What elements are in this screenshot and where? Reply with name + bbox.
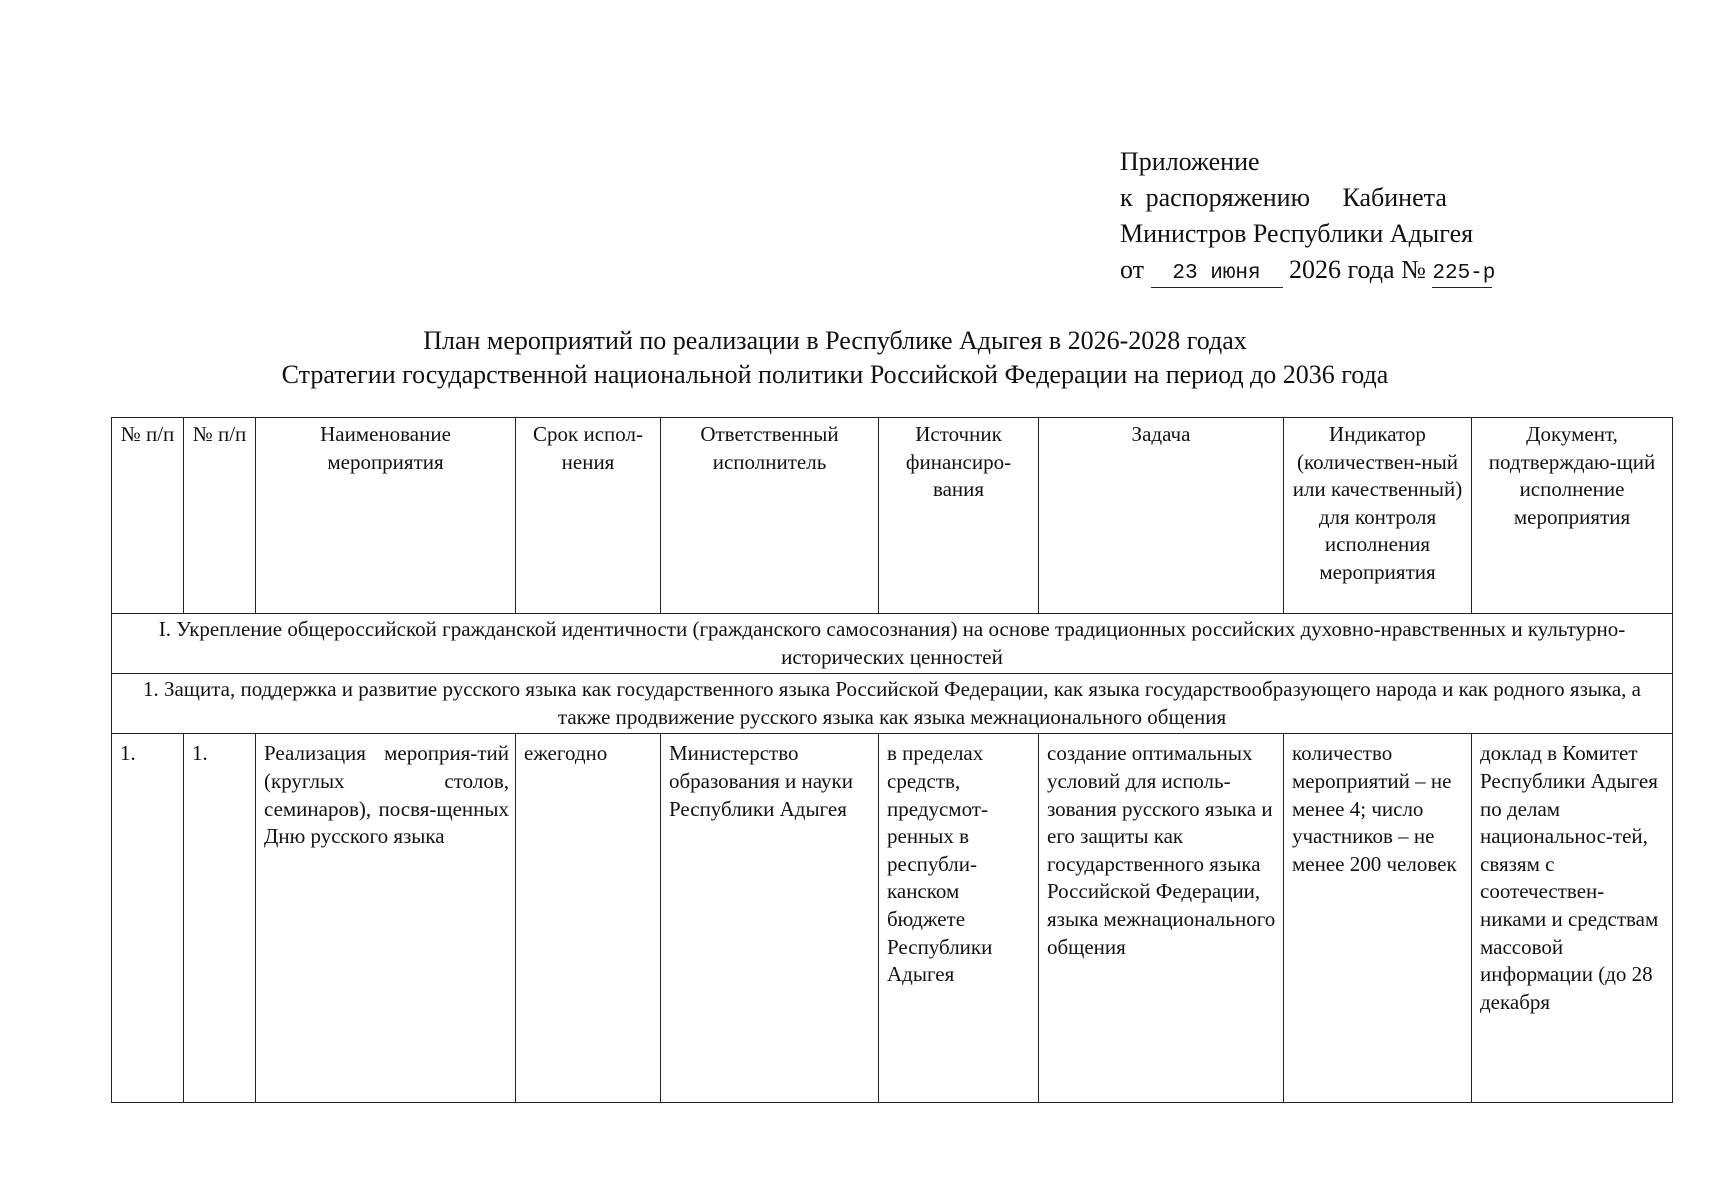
header-cell: Документ, подтверждаю-щий исполнение мероприятия xyxy=(1472,418,1673,614)
document-title xyxy=(110,324,1560,392)
title-line-2: Стратегии государственной национальной политики Российской Федерации на период до 2036 года xyxy=(281,360,1389,389)
cell-executor: Министерство образования и науки Республики Адыгея xyxy=(661,734,879,1103)
table-header-row xyxy=(112,418,1673,614)
section-heading: I. Укрепление общероссийской гражданской идентичности (гражданского самосознания) на основе традиционных российских духовно-нравственных и культурно-исторических ценностей xyxy=(112,614,1673,674)
appendix-line-3: Министров Республики Адыгея xyxy=(1120,219,1474,248)
appendix-block xyxy=(1120,144,1496,288)
cell-indicator: количество мероприятий – не менее 4; число участников – не менее 200 человек xyxy=(1284,734,1472,1103)
cell-num2: 1. xyxy=(184,734,256,1103)
plan-table xyxy=(111,417,1673,1103)
cell-name: Реализация мероприя-тий (круглых столов, семинаров), посвя-щенных Дню русского языка xyxy=(256,734,516,1103)
cell-funding: в пределах средств, предусмот-ренных в республи-канском бюджете Республики Адыгея xyxy=(879,734,1039,1103)
from-label: от xyxy=(1120,255,1145,284)
header-cell: Срок испол-нения xyxy=(516,418,661,614)
title-line-1: План мероприятий по реализации в Республике Адыгея в 2026-2028 годах xyxy=(423,326,1247,355)
header-cell: Ответственный исполнитель xyxy=(661,418,879,614)
cell-num1: 1. xyxy=(112,734,184,1103)
header-cell: № п/п xyxy=(112,418,184,614)
section-row xyxy=(112,614,1673,674)
cell-term: ежегодно xyxy=(516,734,661,1103)
cell-document: доклад в Комитет Республики Адыгея по делам национальнос-тей, связям с соотечествен-никами и средствам массовой информации (до 28 декабря xyxy=(1472,734,1673,1103)
subsection-row xyxy=(112,674,1673,734)
header-cell: Индикатор (количествен-ный или качественный) для контроля исполнения мероприятия xyxy=(1284,418,1472,614)
header-cell: Задача xyxy=(1039,418,1284,614)
header-cell: Источник финансиро-вания xyxy=(879,418,1039,614)
table-row xyxy=(112,734,1673,1103)
appendix-date-line xyxy=(1120,252,1496,288)
cell-task: создание оптимальных условий для исполь-зования русского языка и его защиты как государственного языка Российской Федерации, языка межнационального общения xyxy=(1039,734,1284,1103)
appendix-line-2: к распоряжению Кабинета xyxy=(1120,183,1447,212)
year-label: 2026 года № xyxy=(1289,255,1426,284)
order-number: 225-р xyxy=(1432,261,1492,288)
header-cell: Наименование мероприятия xyxy=(256,418,516,614)
header-cell: № п/п xyxy=(184,418,256,614)
appendix-line-1: Приложение xyxy=(1120,147,1260,176)
subsection-heading: 1. Защита, поддержка и развитие русского языка как государственного языка Российской Федерации, как языка государствообразующего народа и как родного языка, а также продвижение русского языка как языка межнационального общения xyxy=(112,674,1673,734)
order-date: 23 июня xyxy=(1151,261,1283,288)
